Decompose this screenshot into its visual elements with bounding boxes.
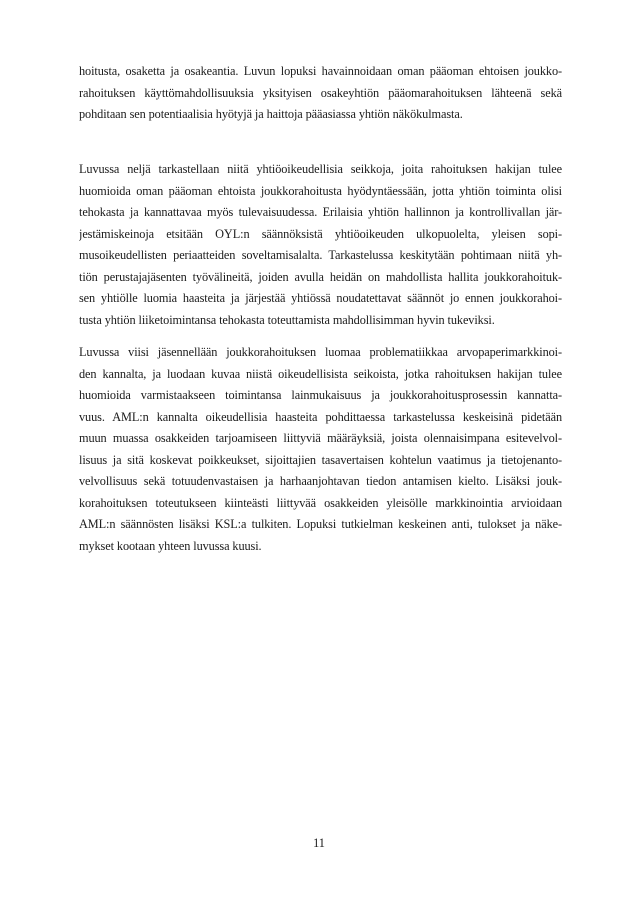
- text-line: tiön perustajajäsenten työvälineitä, joiden avulla heidän on mahdollista hallita joukkorahoituk-: [79, 269, 562, 284]
- text-line: tusta yhtiön liiketoimintansa tehokasta toteuttamista mahdollisimman hyvin tukeviksi.: [79, 312, 495, 327]
- text-line: lisuus ja sitä koskevat poikkeukset, sijoittajien tasavertaisen kohtelun vaatimus ja tietojenanto-: [79, 452, 562, 467]
- text-line: mykset kootaan yhteen luvussa kuusi.: [79, 538, 262, 553]
- text-line: velvollisuus sekä totuudenvastaisen ja harhaanjohtavan tiedon antamisen kielto. Lisäksi jouk-: [79, 474, 562, 488]
- text-line: tehokasta ja kannattavaa myös tulevaisuudessa. Erilaisia yhtiön hallinnon ja kontrollivallan jär-: [79, 205, 562, 219]
- text-line: huomioida oman pääoman ehtoista joukkorahoitusta hyödyntäessään, jotta yhtiön toiminta olisi: [79, 183, 562, 198]
- text-line: Luvussa neljä tarkastellaan niitä yhtiöoikeudellisia seikkoja, joita rahoituksen hakijan tulee: [79, 162, 562, 176]
- text-line: Luvussa viisi jäsennellään joukkorahoituksen luomaa problematiikkaa arvopaperimarkkinoi-: [79, 345, 562, 359]
- text-line: hoitusta, osaketta ja osakeantia. Luvun lopuksi havainnoidaan oman pääoman ehtoisen joukko-: [79, 64, 562, 78]
- text-line: muun muassa osakkeiden tarjoamiseen liittyviä määräyksiä, joista olennaisimpana esitevelvol-: [79, 431, 562, 445]
- text-line: musoikeudellisten periaatteiden soveltamisalalta. Tarkastelussa keskitytään pohtimaan niitä yh-: [79, 248, 562, 262]
- text-line: huomioida varmistaakseen toimintansa lainmukaisuus ja joukkorahoitusprosessin kannatta-: [79, 388, 562, 402]
- paragraph-2: [79, 159, 562, 331]
- text-line: AML:n säännösten lisäksi KSL:a tulkiten. Lopuksi tutkielman keskeinen anti, tulokset ja näke-: [79, 517, 562, 531]
- paragraph-3: [79, 342, 562, 557]
- text-line: jestämiskeinoja etsitään OYL:n säännöksistä yhtiöoikeuden ulkopuolelta, yleisen sopi-: [79, 226, 562, 241]
- text-line: vuus. AML:n kannalta oikeudellisia haasteita pohdittaessa tarkastelussa keskeisinä pidetään: [79, 409, 562, 424]
- paragraph-1: [79, 61, 562, 126]
- text-line: rahoituksen käyttömahdollisuuksia yksityisen osakeyhtiön pääomarahoituksen lähteenä sekä: [79, 85, 562, 100]
- text-line: pohditaan sen potentiaalisia hyötyjä ja haittoja pääasiassa yhtiön näkökulmasta.: [79, 107, 463, 121]
- page-number: 11: [313, 836, 325, 850]
- text-line: sen yhtiölle luomia haasteita ja järjestää yhtiössä noudatettavat säännöt jo ennen joukkorahoi-: [79, 291, 562, 305]
- text-line: den kannalta, ja luodaan kuvaa niistä oikeudellisista seikoista, jotka rahoituksen hakijan tulee: [79, 366, 562, 381]
- text-line: korahoituksen toteutukseen kiinteästi liittyvää osakkeiden yleisölle markkinointia arvioidaan: [79, 495, 562, 510]
